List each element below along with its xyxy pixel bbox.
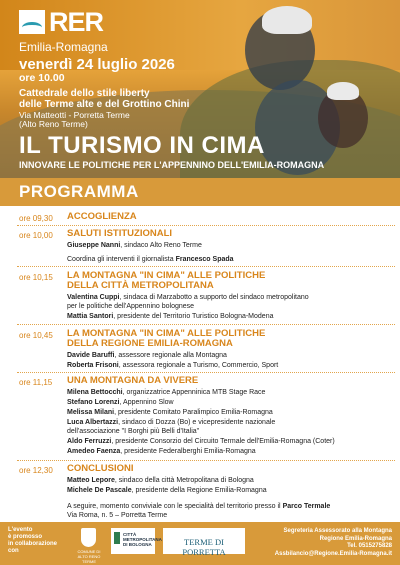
region-name: Emilia-Romagna: [19, 40, 108, 54]
venue-line: Cattedrale dello stile liberty: [19, 88, 150, 99]
speaker-line: Giuseppe Nanni, sindaco Alto Reno Terme: [67, 242, 202, 249]
footer-band: [0, 522, 400, 565]
citta-metropolitana-logo: [111, 528, 162, 554]
program-title: UNA MONTAGNA DA VIVERE: [67, 375, 199, 386]
program-title: DELLA REGIONE EMILIA-ROMAGNA: [67, 338, 233, 349]
speaker-line: per le politiche dell'Appennino bolognese: [67, 303, 195, 310]
closing-address: Via Roma, n. 5 – Porretta Terme: [67, 512, 168, 519]
comune-label: COMUNE DI ALTO RENO TERME: [77, 549, 101, 564]
page-subtitle: INNOVARE LE POLITICHE PER L'APPENNINO DELL'EMILIA-ROMAGNA: [19, 160, 325, 170]
divider: [17, 225, 395, 226]
divider: [17, 372, 395, 373]
speaker-line: Luca Albertazzi, sindaco di Dozza (Bo) e vicepresidente nazionale: [67, 419, 276, 426]
program-title: LA MONTAGNA "IN CIMA" ALLE POLITICHE: [67, 328, 266, 339]
contact-email[interactable]: Assbilancio@Regione.Emilia-Romagna.it: [274, 550, 392, 557]
program-time: ore 11,15: [19, 378, 53, 387]
speaker-line: Davide Baruffi, assessore regionale alla Montagna: [67, 352, 227, 359]
program-list: [0, 212, 400, 522]
rer-logo: [19, 7, 104, 37]
citta-metropolitana-icon: [114, 532, 120, 544]
helmet-shape: [327, 82, 359, 100]
speaker-line: Michele De Pascale, presidente della Regione Emilia-Romagna: [67, 487, 267, 494]
footer-contact: Segreteria Assessorato alla Montagna Regione Emilia-Romagna Tel. 0515275828 Assbilancio@Regione.Emilia-Romagna.it: [274, 528, 392, 557]
address-line: Via Matteotti - Porretta Terme: [19, 110, 130, 120]
logo-mark-icon: [19, 10, 45, 34]
speaker-line: Melissa Milani, presidente Comitato Paralimpico Emilia-Romagna: [67, 409, 273, 416]
terme-porretta-label: TERME DI PORRETTA: [182, 537, 226, 557]
program-title: SALUTI ISTITUZIONALI: [67, 228, 173, 239]
terme-porretta-logo: [163, 528, 245, 557]
helmet-shape: [262, 6, 312, 34]
program-time: ore 09,30: [19, 214, 53, 223]
speaker-line: Matteo Lepore, sindaco della città Metropolitana di Bologna: [67, 477, 254, 484]
divider: [17, 460, 395, 461]
hero-banner: [0, 0, 400, 178]
venue-line: delle Terme alte e del Grottino Chini: [19, 99, 190, 110]
footer-promoted-text: L'evento è promosso in collaborazione con: [8, 527, 58, 554]
comune-crest-icon: [81, 528, 96, 547]
page-title: IL TURISMO IN CIMA: [19, 132, 265, 159]
speaker-line: Coordina gli interventi il giornalista Francesco Spada: [67, 256, 234, 263]
logo-text: RER: [49, 7, 104, 37]
program-time: ore 10,15: [19, 273, 53, 282]
speaker-line: Aldo Ferruzzi, presidente Consorzio del Circuito Termale dell'Emilia-Romagna (Coter): [67, 438, 335, 445]
citta-metropolitana-text: CITTÀ METROPOLITANA DI BOLOGNA: [123, 532, 162, 547]
program-title: LA MONTAGNA "IN CIMA" ALLE POLITICHE: [67, 270, 266, 281]
program-time: ore 10,00: [19, 231, 53, 240]
program-time: ore 12,30: [19, 466, 53, 475]
divider: [17, 266, 395, 267]
program-title: CONCLUSIONI: [67, 463, 134, 474]
programma-band: [0, 178, 400, 206]
program-title: DELLA CITTÀ METROPOLITANA: [67, 280, 214, 291]
event-date: venerdì 24 luglio 2026: [19, 56, 175, 73]
closing-line: A seguire, momento conviviale con le specialità del territorio presso il Parco Termale: [67, 503, 331, 510]
programma-label: PROGRAMMA: [19, 182, 139, 201]
speaker-line: Stefano Lorenzi, Appennino Slow: [67, 399, 174, 406]
speaker-line: Mattia Santori, presidente del Territorio Turistico Bologna-Modena: [67, 313, 274, 320]
speaker-line: dell'associazione "I Borghi più Belli d'Italia": [67, 428, 200, 435]
speaker-line: Valentina Cuppi, sindaca di Marzabotto a supporto del sindaco metropolitano: [67, 294, 309, 301]
speaker-line: Amedeo Faenza, presidente Federalberghi Emilia-Romagna: [67, 448, 256, 455]
program-title: ACCOGLIENZA: [67, 211, 137, 222]
speaker-line: Milena Bettocchi, organizzatrice Appenninica MTB Stage Race: [67, 389, 266, 396]
divider: [17, 324, 395, 325]
address-line: (Alto Reno Terme): [19, 119, 88, 129]
event-time: ore 10.00: [19, 72, 65, 84]
speaker-line: Roberta Frisoni, assessora regionale a Turismo, Commercio, Sport: [67, 362, 279, 369]
program-time: ore 10,45: [19, 331, 53, 340]
